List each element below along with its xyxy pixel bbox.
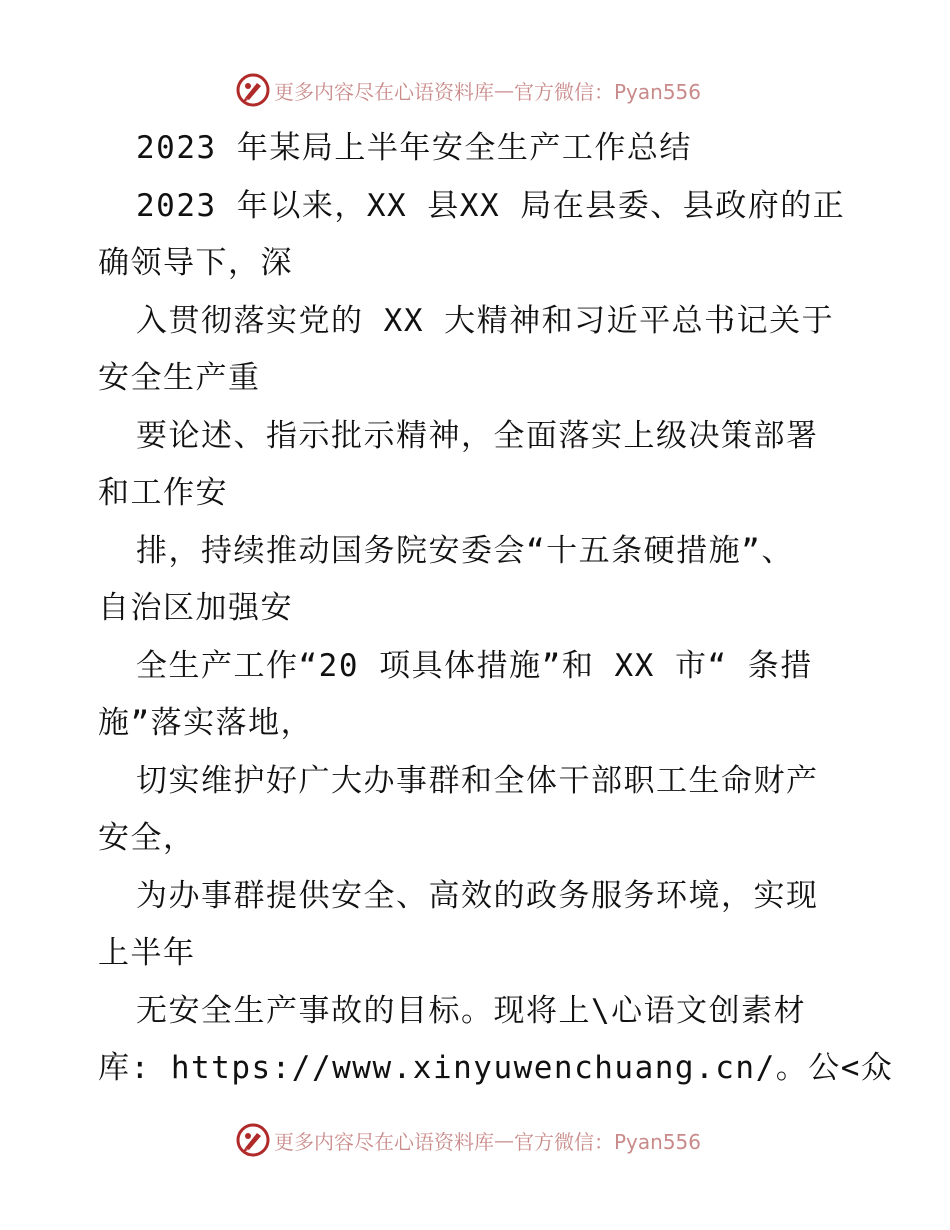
- paragraph-line: 2023 年以来，XX 县XX 局在县委、县政府的正: [136, 187, 846, 224]
- paragraph-line: 安全，: [98, 820, 196, 856]
- paragraph-line: 自治区加强安: [98, 590, 293, 626]
- pen-logo-icon: [236, 1123, 270, 1157]
- header-watermark: [236, 72, 701, 108]
- paragraph-line: 为办事群提供安全、高效的政务服务环境，实现: [136, 877, 819, 914]
- paragraph-line: 无安全生产事故的目标。现将上\心语文创素材: [136, 992, 807, 1029]
- paragraph-line: 安全生产重: [98, 360, 261, 396]
- paragraph-line: 上半年: [98, 935, 196, 971]
- watermark-separator: —: [494, 78, 514, 102]
- watermark-site-text: 更多内容尽在心语资料库: [274, 79, 494, 104]
- watermark-wechat-text: 官方微信：Pyan556: [514, 79, 702, 104]
- paragraph-line: 切实维护好广大办事群和全体干部职工生命财产: [136, 762, 819, 799]
- paragraph-line: 确领导下，深: [98, 245, 293, 281]
- document-body: [98, 120, 894, 1098]
- paragraph-line: 施”落实落地，: [98, 705, 314, 741]
- paragraph-line: 要论述、指示批示精神，全面落实上级决策部署: [136, 417, 819, 454]
- paragraph-line: 和工作安: [98, 475, 228, 511]
- watermark-site-text: 更多内容尽在心语资料库: [274, 1129, 494, 1154]
- pen-logo-icon: [236, 73, 270, 107]
- footer-watermark: [236, 1122, 701, 1158]
- paragraph-line-url: 库: https://www.xinyuwenchuang.cn/。公<众: [98, 1050, 894, 1086]
- watermark-separator: —: [494, 1128, 514, 1152]
- paragraph-line: 入贯彻落实党的 XX 大精神和习近平总书记关于: [136, 302, 835, 339]
- watermark-wechat-text: 官方微信：Pyan556: [514, 1129, 702, 1154]
- paragraph-line: 全生产工作“20 项具体措施”和 XX 市“ 条措: [136, 647, 813, 684]
- document-title: 2023 年某局上半年安全生产工作总结: [136, 130, 692, 166]
- paragraph-line: 排，持续推动国务院安委会“十五条硬措施”、: [136, 532, 794, 569]
